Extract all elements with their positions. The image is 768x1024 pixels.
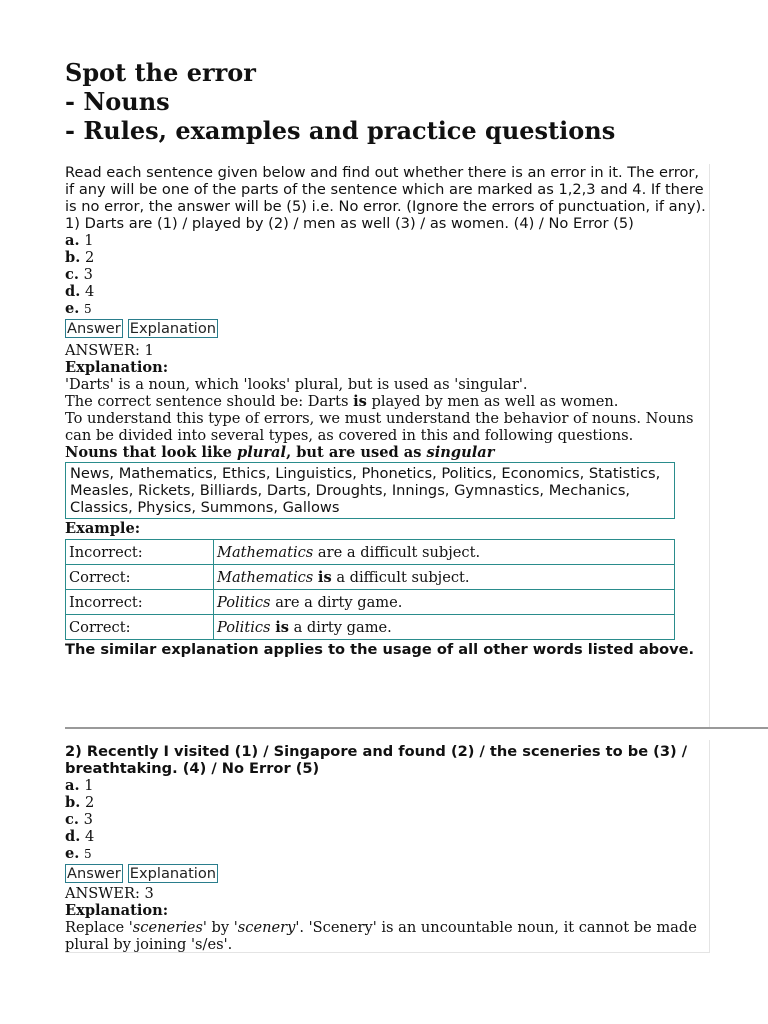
example-sentence — [214, 615, 675, 640]
example-kind: Incorrect: — [66, 590, 214, 615]
option-d[interactable] — [65, 828, 710, 845]
question-2-buttons — [65, 864, 710, 884]
example-verb: is — [275, 618, 289, 636]
rule-heading — [65, 444, 710, 461]
closing-note: The similar explanation applies to the usage of all other words listed above. — [65, 641, 695, 658]
option-c[interactable] — [65, 266, 710, 283]
title-line-1: Spot the error — [65, 58, 256, 87]
option-value: 1 — [84, 232, 94, 249]
example-kind: Correct: — [66, 565, 214, 590]
table-row — [66, 540, 675, 565]
rule-text: , but are used as — [286, 444, 427, 461]
example-sentence — [214, 540, 675, 565]
example-rest: a difficult subject. — [342, 543, 481, 561]
explanation-line — [65, 919, 710, 953]
example-verb: are — [275, 593, 300, 611]
question-1-text: 1) Darts are (1) / played by (2) / men as well (3) / as women. (4) / No Error (5) — [65, 215, 634, 232]
explanation-text: Replace ' — [65, 919, 133, 936]
explanation-correct-sentence — [65, 393, 710, 410]
option-value: 3 — [83, 811, 93, 828]
example-kind: Correct: — [66, 615, 214, 640]
table-row — [66, 615, 675, 640]
title-line-2: - Nouns — [65, 87, 170, 116]
table-row — [66, 565, 675, 590]
word-list-box: News, Mathematics, Ethics, Linguistics, Phonetics, Politics, Economics, Statistics, Measles, Rickets, Billiards, Darts, Droughts, Innings, Gymnastics, Mechanics, Classics, Physics, Summons, Gallows — [65, 462, 675, 519]
option-value: 3 — [83, 266, 93, 283]
explanation-text: ' by ' — [202, 919, 238, 936]
option-letter: d. — [65, 828, 81, 845]
explanation-emphasis: sceneries — [132, 919, 203, 936]
table-row — [66, 590, 675, 615]
option-letter: c. — [65, 266, 79, 283]
option-letter: c. — [65, 811, 79, 828]
option-d[interactable] — [65, 283, 710, 300]
option-letter: a. — [65, 777, 80, 794]
example-rest: a dirty game. — [288, 618, 392, 636]
option-a[interactable] — [65, 777, 710, 794]
example-verb: is — [317, 568, 332, 586]
example-label: Example: — [65, 520, 141, 537]
examples-table — [65, 539, 675, 640]
explanation-text: The correct sentence should be: Darts — [65, 393, 354, 410]
option-value: 2 — [84, 794, 95, 811]
page-title — [65, 58, 615, 145]
instructions: Read each sentence given below and find out whether there is an error in it. The error, if any will be one of the parts of the sentence which are marked as 1,2,3 and 4. If there is no error, the answer will be (5) i.e. No error. (Ignore the errors of punctuation, if any). — [65, 164, 706, 215]
explanation-text: played by men as well as women. — [366, 393, 619, 410]
rule-emphasis: singular — [426, 444, 495, 461]
option-letter: b. — [65, 794, 81, 811]
example-sentence — [214, 590, 675, 615]
rule-text: Nouns that look like — [65, 444, 237, 461]
section-divider — [65, 727, 768, 729]
option-value: 4 — [84, 283, 95, 300]
example-subject: Mathematics — [217, 568, 314, 586]
option-b[interactable] — [65, 249, 710, 266]
example-kind: Incorrect: — [66, 540, 214, 565]
explanation-label: Explanation: — [65, 359, 169, 376]
option-letter: e. — [65, 845, 80, 862]
option-letter: e. — [65, 300, 80, 317]
example-rest: a dirty game. — [299, 593, 403, 611]
explanation-text: '. 'Scenery' is an uncountable noun, it cannot be made plural by joining 's/es'. — [65, 919, 697, 953]
question-1-section — [65, 164, 710, 658]
option-a[interactable] — [65, 232, 710, 249]
explanation-button[interactable]: Explanation — [129, 865, 217, 882]
example-rest: a difficult subject. — [331, 568, 470, 586]
option-letter: b. — [65, 249, 81, 266]
explanation-emphasis: is — [353, 393, 367, 410]
question-2-options — [65, 777, 710, 863]
title-line-3: - Rules, examples and practice questions — [65, 116, 616, 145]
option-value: 2 — [84, 249, 95, 266]
option-value: 5 — [84, 847, 92, 861]
explanation-line: To understand this type of errors, we must understand the behavior of nouns. Nouns can be divided into several types, as covered in this and following questions. — [65, 410, 694, 444]
option-value: 1 — [84, 777, 94, 794]
option-value: 4 — [84, 828, 95, 845]
explanation-line: 'Darts' is a noun, which 'looks' plural, but is used as 'singular'. — [65, 376, 528, 393]
example-verb: are — [317, 543, 343, 561]
rule-emphasis: plural — [237, 444, 287, 461]
option-c[interactable] — [65, 811, 710, 828]
answer-button[interactable]: Answer — [67, 865, 121, 882]
option-letter: a. — [65, 232, 80, 249]
example-sentence — [214, 565, 675, 590]
option-value: 5 — [84, 302, 92, 316]
option-e[interactable] — [65, 300, 710, 318]
question-2-section — [65, 743, 710, 953]
option-letter: d. — [65, 283, 81, 300]
example-subject: Politics — [217, 593, 271, 611]
question-2-text: 2) Recently I visited (1) / Singapore and found (2) / the sceneries to be (3) / breathtaking. (4) / No Error (5) — [65, 743, 688, 777]
explanation-emphasis: scenery — [237, 919, 296, 936]
explanation-button[interactable]: Explanation — [129, 320, 217, 337]
option-b[interactable] — [65, 794, 710, 811]
example-subject: Politics — [217, 618, 271, 636]
example-subject: Mathematics — [217, 543, 314, 561]
question-1-buttons — [65, 319, 710, 339]
question-1-options — [65, 232, 710, 318]
explanation-label: Explanation: — [65, 902, 169, 919]
answer-text: ANSWER: 3 — [65, 885, 154, 902]
answer-text: ANSWER: 1 — [65, 342, 154, 359]
answer-button[interactable]: Answer — [67, 320, 121, 337]
option-e[interactable] — [65, 845, 710, 863]
